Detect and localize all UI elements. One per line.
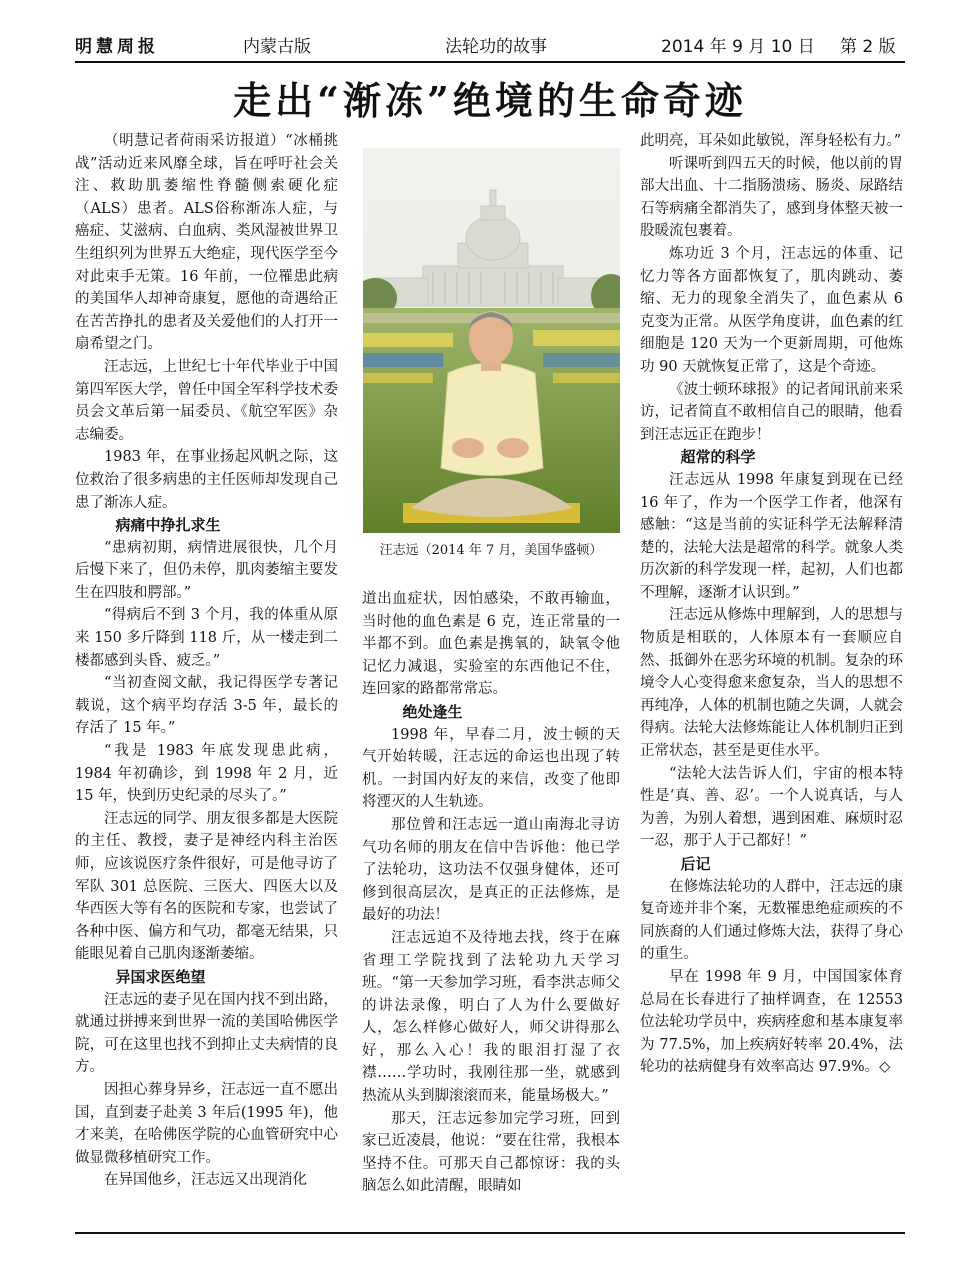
paragraph: 听课听到四五天的时候，他以前的胃部大出血、十二指肠溃疡、肠炎、尿路结石等病痛全都消失了，感到身体整天被一股暖流包裹着。 bbox=[640, 155, 903, 240]
paragraph: 1983 年，在事业扬起风帆之际，这位救治了很多病患的主任医师却发现自己患了渐冻人症。 bbox=[75, 449, 338, 511]
bottom-rule bbox=[75, 1232, 905, 1234]
article-headline: 走出“渐冻”绝境的生命奇迹 bbox=[233, 78, 747, 123]
paragraph: 早在 1998 年 9 月，中国国家体育总局在长春进行了抽样调查，在 12553 位法轮功学员中，疾病痊愈和基本康复率为 77.5%，加上疾病好转率 20.4%，法轮功的祛病健身有效率高达 97.9%。◇ bbox=[640, 968, 903, 1076]
paragraph: “我是 1983 年底发现患此病，1984 年初确诊，到 1998 年 2 月，近 15 年，快到历史纪录的尽头了。” bbox=[75, 743, 338, 805]
paragraph: 1998 年，早春二月，波士顿的天气开始转暖，汪志远的命运也出现了转机。一封国内好友的来信，改变了他即将湮灭的人生轨迹。 bbox=[362, 726, 620, 811]
column-2 bbox=[362, 588, 620, 1198]
subheading-abroad: 异国求医绝望 bbox=[115, 967, 206, 986]
paragraph: “当初查阅文献，我记得医学专著记载说，这个病平均存活 3-5 年，最长的存活了 15 年。” bbox=[75, 675, 338, 737]
paragraph: “得病后不到 3 个月，我的体重从原来 150 多斤降到 118 斤，从一楼走到二楼都感到头昏、疲乏。” bbox=[75, 607, 338, 669]
paragraph: 那位曾和汪志远一道山南海北寻访气功名师的朋友在信中告诉他：他已学了法轮功，这功法不仅强身健体，还可修到很高层次，是真正的正法修炼，是最好的功法！ bbox=[362, 816, 620, 924]
masthead bbox=[75, 35, 905, 61]
paragraph: 在修炼法轮功的人群中，汪志远的康复奇迹并非个案，无数罹患绝症顽疾的不同族裔的人们通过修炼大法，获得了身心的重生。 bbox=[640, 878, 903, 963]
paragraph: 汪志远的妻子见在国内找不到出路，就通过拼搏来到世界一流的美国哈佛医学院，可在这里也找不到抑止丈夫病情的良方。 bbox=[75, 991, 338, 1076]
issue-date: 2014 年 9 月 10 日 bbox=[661, 37, 815, 57]
paragraph: 汪志远，上世纪七十年代毕业于中国第四军医大学，曾任中国全军科学技术委员会文革后第一届委员、《航空军医》杂志编委。 bbox=[75, 358, 338, 443]
paragraph: 汪志远从 1998 年康复到现在已经 16 年了，作为一个医学工作者，他深有感触：“这是当前的实证科学无法解释清楚的，法轮大法是超常的科学。就象人类历次新的科学发现一样，起初，人们也都不理解，逐渐才认识到。” bbox=[640, 471, 903, 601]
paragraph: 《波士顿环球报》的记者闻讯前来采访，记者简直不敢相信自己的眼睛，他看到汪志远正在跑步！ bbox=[640, 381, 903, 443]
subheading-science: 超常的科学 bbox=[680, 448, 756, 467]
article-photo bbox=[363, 148, 620, 533]
column-1 bbox=[75, 130, 338, 1192]
paragraph: 汪志远从修炼中理解到，人的思想与物质是相联的，人体原本有一套顺应自然、抵御外在恶劣环境的机制。复杂的环境令人心变得愈来愈复杂，当人的思想不再纯净，人体的机制也随之失调，人就会得病。法轮大法修炼能让人体机制归正到正常状态，甚至是更佳水平。 bbox=[640, 607, 903, 760]
newspaper-name: 明慧周报 bbox=[75, 37, 159, 57]
paragraph: “法轮大法告诉人们，宇宙的根本特性是‘真、善、忍’。一个人说真话，与人为善，为别人着想，遇到困难、麻烦时忍一忍，那于人于己都好！” bbox=[640, 765, 903, 850]
page-number: 第 2 版 bbox=[840, 37, 896, 57]
paragraph: 那天，汪志远参加完学习班，回到家已近凌晨，他说：“要在往常，我根本坚持不住。可那天自己都惊讶：我的头脑怎么如此清醒，眼睛如 bbox=[362, 1110, 620, 1195]
paragraph: “患病初期，病情进展很快，几个月后慢下来了，但仍未停，肌肉萎缩主要发生在四肢和腭部。” bbox=[75, 539, 338, 601]
meditation-photo-illustration bbox=[363, 148, 620, 533]
paragraph: 因担心葬身异乡，汪志远一直不愿出国，直到妻子赴美 3 年后(1995 年)，他才来美，在哈佛医学院的心血管研究中心做显微移植研究工作。 bbox=[75, 1081, 338, 1166]
subheading-suffering: 病痛中挣扎求生 bbox=[115, 516, 221, 535]
paragraph: 炼功近 3 个月，汪志远的体重、记忆力等各方面都恢复了，肌肉跳动、萎缩、无力的现象全消失了，血色素从 6 克变为正常。从医学角度讲，血色素的红细胞是 120 天为一个更新周期，可他炼功 90 天就恢复正常了，这是个奇迹。 bbox=[640, 245, 903, 375]
photo-caption: 汪志远（2014 年 7 月，美国华盛顿） bbox=[379, 543, 603, 558]
paragraph: 此明亮，耳朵如此敏锐，浑身轻松有力。” bbox=[640, 133, 902, 149]
column-3 bbox=[640, 130, 903, 1079]
subheading-afterword: 后记 bbox=[680, 855, 711, 873]
paragraph: 汪志远的同学、朋友很多都是大医院的主任、教授，妻子是神经内科主治医师，应该说医疗条件很好，可是他寻访了军队 301 总医院、三医大、四医大以及华西医大等有名的医院和专家，也尝试了各种中医、偏方和气功，都毫无结果，只能眼见着自己肌肉逐渐萎缩。 bbox=[75, 810, 338, 963]
paragraph: 道出血症状，因怕感染，不敢再输血，当时他的血色素是 6 克，连正常量的一半都不到。血色素是携氧的，缺氧令他记忆力减退，实验室的东西他记不住，连回家的路都常常忘。 bbox=[362, 591, 620, 698]
intro-paragraph: （明慧记者荷雨采访报道）“冰桶挑战”活动近来风靡全球，旨在呼吁社会关注、救助肌萎缩性脊髓侧索硬化症（ALS）患者。ALS俗称渐冻人症，与癌症、艾滋病、白血病、类风湿被世界卫生组织列为世界五大绝症，现代医学至今对此束手无策。16 年前，一位罹患此病的美国华人却神奇康复，愿他的奇遇给正在苦苦挣扎的患者及关爱他们的人打开一扇希望之门。 bbox=[75, 133, 338, 353]
edition-label: 内蒙古版 bbox=[243, 37, 311, 57]
section-title: 法轮功的故事 bbox=[445, 37, 547, 57]
paragraph: 在异国他乡，汪志远又出现消化 bbox=[104, 1172, 307, 1189]
subheading-rescue: 绝处逢生 bbox=[402, 702, 463, 721]
paragraph: 汪志远迫不及待地去找，终于在麻省理工学院找到了法轮功九天学习班。“第一天参加学习班，看李洪志师父的讲法录像，明白了人为什么要做好人，怎么样修心做好人，师父讲得那么好，那么入心！我的眼泪打湿了衣襟……学功时，我刚往那一坐，就感到热流从头到脚滚滚而来，能量场极大。” bbox=[362, 929, 620, 1105]
top-rule bbox=[75, 61, 905, 63]
